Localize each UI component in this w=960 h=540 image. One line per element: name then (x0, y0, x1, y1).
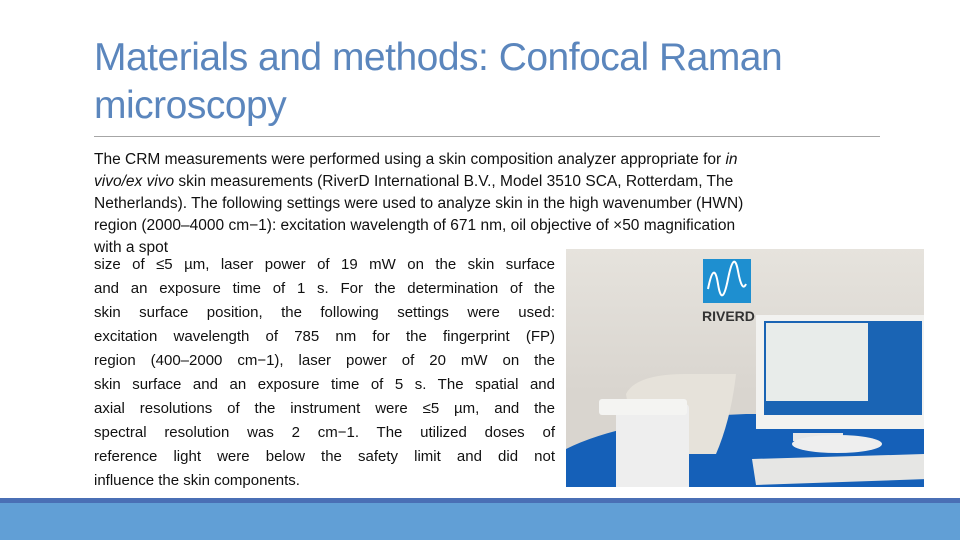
text-line: axial resolutions of the instrument were ≤5 µm, and the (94, 400, 555, 417)
text-line: region (400–2000 cm−1), laser power of 20 mW on the (94, 352, 555, 369)
text-line: excitation wavelength of 785 nm for the fingerprint (FP) (94, 328, 555, 345)
paragraph-side (94, 253, 555, 493)
paragraph-top (94, 149, 864, 259)
text-line: skin surface and an exposure time of 5 s. The spatial and (94, 376, 555, 393)
text-italic: vivo/ex vivo (94, 173, 175, 190)
text: region (2000–4000 cm−1): excitation wavelength of 671 nm, oil objective of ×50 magnification (94, 217, 736, 234)
text: The CRM measurements were performed using a skin composition analyzer appropriate for (94, 151, 726, 168)
text-line (94, 215, 864, 237)
text: Netherlands). The following settings were used to analyze skin in the high wavenumber (HWN) (94, 195, 744, 212)
logo-text: RIVERD (702, 308, 755, 324)
text-line (94, 193, 864, 215)
text-line: reference light were below the safety limit and did not (94, 448, 555, 465)
title-line: microscopy (94, 84, 287, 127)
instrument-photo (566, 249, 924, 487)
text-line (94, 149, 864, 171)
text-line: skin surface position, the following settings were used: (94, 304, 555, 321)
text: skin measurements (RiverD International B.V., Model 3510 SCA, Rotterdam, The (174, 173, 734, 190)
title-divider (94, 136, 880, 137)
title-line: Materials and methods: Confocal Raman (94, 36, 783, 79)
text-line: influence the skin components. (94, 472, 300, 489)
text-line: spectral resolution was 2 cm−1. The utilized doses of (94, 424, 555, 441)
text-italic: in (725, 151, 738, 168)
text-line: size of ≤5 µm, laser power of 19 mW on the skin surface (94, 256, 555, 273)
slide-title (94, 34, 894, 130)
raman-analyzer-image (566, 249, 924, 487)
footer-bar (0, 503, 960, 540)
text: with a spot (94, 239, 169, 256)
text-line (94, 171, 864, 193)
text-line: and an exposure time of 1 s. For the determination of the (94, 280, 555, 297)
